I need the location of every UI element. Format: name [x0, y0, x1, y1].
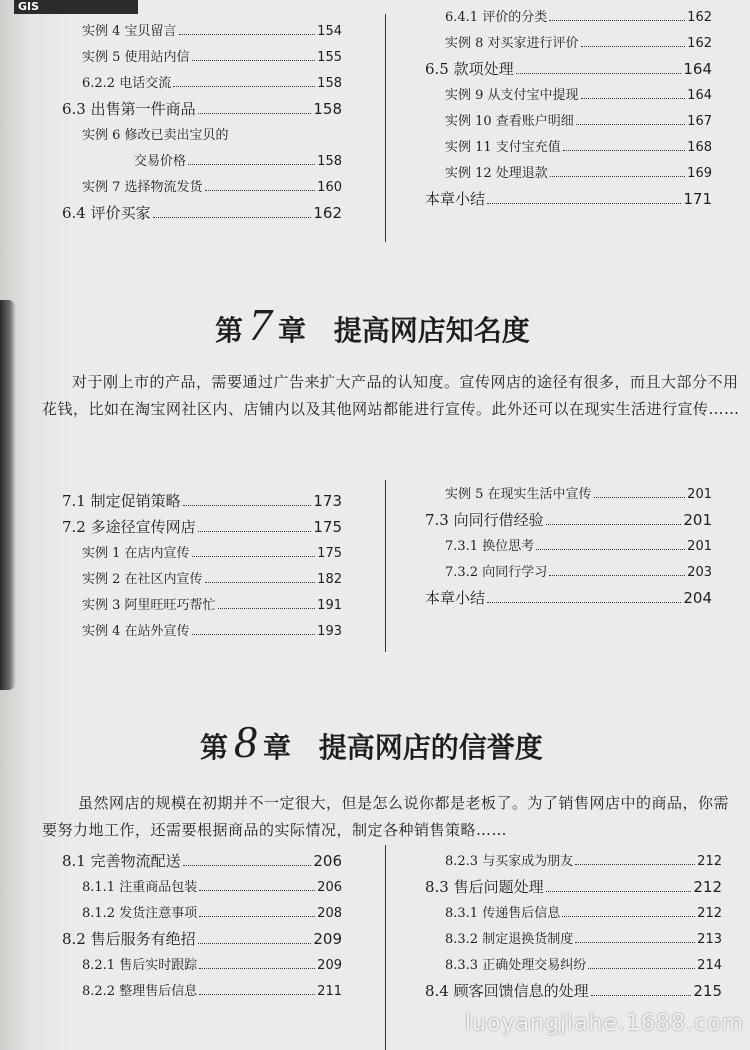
dot-leader	[591, 995, 692, 996]
toc-entry-page: 208	[317, 906, 342, 921]
toc-entry-title: 实例 6 修改已卖出宝贝的	[82, 128, 229, 143]
dot-leader	[563, 150, 685, 151]
dot-leader	[198, 531, 312, 532]
toc-entry	[62, 124, 342, 150]
toc-entry-title: 8.3 售后问题处理	[425, 878, 544, 896]
toc-entry-page: 201	[683, 511, 712, 529]
chapter-prefix: 第	[215, 314, 244, 347]
toc-entry-title: 8.3.1 传递售后信息	[445, 906, 561, 921]
publisher-logo: GIS	[14, 0, 138, 14]
toc-entry-title: 6.4 评价买家	[62, 204, 151, 222]
toc-entry-title: 7.3.1 换位思考	[445, 539, 535, 554]
toc-entry-title: 实例 2 在社区内宣传	[82, 572, 203, 587]
toc-entry-title: 6.4.1 评价的分类	[445, 10, 548, 25]
dot-leader	[575, 942, 695, 943]
toc-entry-title: 实例 1 在店内宣传	[82, 546, 190, 561]
toc-entry	[425, 535, 712, 561]
toc-entry	[425, 561, 712, 587]
dot-leader	[198, 943, 312, 944]
toc-entry-page: 175	[313, 518, 342, 536]
toc-entry-page: 193	[317, 624, 342, 639]
column-divider	[385, 14, 386, 242]
toc-entry-page: 173	[313, 492, 342, 510]
toc-entry-title: 8.2 售后服务有绝招	[62, 930, 196, 948]
toc-ch6-right	[425, 6, 712, 214]
toc-entry-page: 215	[693, 982, 722, 1000]
dot-leader	[581, 46, 686, 47]
toc-entry-title: 8.3.2 制定退换货制度	[445, 932, 574, 947]
toc-entry	[62, 490, 342, 516]
dot-leader	[198, 113, 312, 114]
toc-entry-page: 155	[317, 50, 342, 65]
toc-entry-page: 212	[693, 878, 722, 896]
toc-entry	[425, 58, 712, 84]
dot-leader	[205, 190, 316, 191]
dot-leader	[550, 176, 685, 177]
dot-leader	[199, 994, 315, 995]
toc-entry-title: 本章小结	[425, 190, 486, 208]
dot-leader	[179, 34, 316, 35]
toc-entry	[62, 928, 342, 954]
dot-leader	[188, 164, 315, 165]
chapter-7-intro: 对于刚上市的产品，需要通过广告来扩大产品的认知度。宣传网店的途径有很多，而且大部分不用花钱，比如在淘宝网社区内、店铺内以及其他网站都能进行宣传。此外还可以在现实生活进行宣传……	[42, 373, 740, 418]
chapter-title: 提高网店的信誉度	[318, 731, 543, 764]
toc-entry-title: 7.2 多途径宣传网店	[62, 518, 196, 536]
toc-entry-title: 实例 4 在站外宣传	[82, 624, 190, 639]
toc-entry-page: 212	[697, 854, 722, 869]
toc-entry-page: 158	[317, 154, 342, 169]
toc-entry	[62, 516, 342, 542]
toc-ch7-right	[425, 483, 712, 613]
toc-entry-page: 164	[683, 60, 712, 78]
toc-entry	[62, 150, 342, 176]
toc-entry-title: 实例 4 宝贝留言	[82, 24, 177, 39]
dot-leader	[192, 634, 316, 635]
toc-entry-title: 交易价格	[134, 154, 187, 169]
toc-entry-page: 209	[317, 958, 342, 973]
toc-entry-page: 213	[697, 932, 722, 947]
toc-entry	[425, 954, 722, 980]
toc-entry-page: 162	[687, 10, 712, 25]
dot-leader	[588, 968, 695, 969]
dot-leader	[205, 582, 316, 583]
toc-entry	[425, 110, 712, 136]
dot-leader	[153, 217, 312, 218]
toc-entry-title: 8.2.3 与买家成为朋友	[445, 854, 574, 869]
toc-entry-title: 实例 3 阿里旺旺巧帮忙	[82, 598, 216, 613]
toc-entry	[425, 902, 722, 928]
toc-entry-title: 8.1 完善物流配送	[62, 852, 181, 870]
toc-entry-page: 182	[317, 572, 342, 587]
column-divider	[385, 480, 386, 652]
toc-entry	[62, 98, 342, 124]
toc-entry	[425, 509, 712, 535]
toc-entry	[425, 483, 712, 509]
toc-ch7-left	[62, 490, 342, 646]
toc-entry-page: 168	[687, 140, 712, 155]
dot-leader	[546, 524, 682, 525]
toc-entry-title: 8.1.2 发货注意事项	[82, 906, 198, 921]
toc-entry-page: 203	[687, 565, 712, 580]
dot-leader	[199, 916, 315, 917]
toc-entry	[62, 46, 342, 72]
toc-entry	[425, 6, 712, 32]
dot-leader	[173, 86, 315, 87]
dot-leader	[218, 608, 316, 609]
chapter-8-intro: 虽然网店的规模在初期并不一定很大，但是怎么说你都是老板了。为了销售网店中的商品，你需要努力地工作，还需要根据商品的实际情况，制定各种销售策略……	[42, 794, 730, 839]
dot-leader	[183, 865, 312, 866]
toc-entry	[62, 542, 342, 568]
dot-leader	[199, 968, 315, 969]
toc-entry-page: 162	[687, 36, 712, 51]
toc-entry-page: 201	[687, 487, 712, 502]
toc-entry	[62, 902, 342, 928]
toc-entry	[62, 876, 342, 902]
dot-leader	[487, 203, 681, 204]
toc-entry-page: 167	[687, 114, 712, 129]
chapter-8-heading	[200, 715, 543, 768]
toc-entry-title: 7.1 制定促销策略	[62, 492, 181, 510]
toc-entry	[425, 876, 722, 902]
toc-entry-title: 8.4 顾客回馈信息的处理	[425, 982, 589, 1000]
toc-entry-page: 206	[317, 880, 342, 895]
toc-entry-title: 6.5 款项处理	[425, 60, 514, 78]
toc-entry-page: 154	[317, 24, 342, 39]
dot-leader	[536, 549, 685, 550]
chapter-suffix: 章	[263, 731, 292, 764]
chapter-number: 7	[249, 299, 273, 350]
toc-entry	[425, 850, 722, 876]
chapter-suffix: 章	[278, 314, 307, 347]
toc-entry-title: 实例 5 使用站内信	[82, 50, 190, 65]
toc-entry-title: 本章小结	[425, 589, 486, 607]
toc-entry-page: 171	[683, 190, 712, 208]
toc-entry-page: 212	[697, 906, 722, 921]
toc-entry	[425, 980, 722, 1006]
dot-leader	[192, 60, 316, 61]
toc-ch8-left	[62, 850, 342, 1006]
dot-leader	[183, 505, 312, 506]
toc-entry-page: 204	[683, 589, 712, 607]
dot-leader	[594, 497, 686, 498]
toc-entry-page: 211	[317, 984, 342, 999]
dot-leader	[549, 20, 685, 21]
toc-entry-title: 实例 11 支付宝充值	[445, 140, 561, 155]
toc-entry-page: 164	[687, 88, 712, 103]
toc-entry	[425, 84, 712, 110]
toc-entry	[62, 72, 342, 98]
toc-entry-page: 158	[313, 100, 342, 118]
toc-entry	[425, 32, 712, 58]
chapter-prefix: 第	[200, 731, 229, 764]
toc-entry-title: 8.3.3 正确处理交易纠纷	[445, 958, 587, 973]
toc-ch8-right	[425, 850, 722, 1006]
toc-entry-page: 214	[697, 958, 722, 973]
toc-entry-title: 7.3 向同行借经验	[425, 511, 544, 529]
toc-entry-title: 实例 9 从支付宝中提现	[445, 88, 579, 103]
toc-entry	[62, 20, 342, 46]
dot-leader	[581, 98, 686, 99]
toc-entry	[425, 136, 712, 162]
dot-leader	[192, 556, 316, 557]
toc-entry-title: 6.3 出售第一件商品	[62, 100, 196, 118]
dot-leader	[487, 602, 681, 603]
toc-entry-page: 162	[313, 204, 342, 222]
toc-entry-page: 206	[313, 852, 342, 870]
toc-entry	[425, 162, 712, 188]
toc-entry	[62, 980, 342, 1006]
chapter-title: 提高网店知名度	[333, 314, 530, 347]
toc-entry	[62, 850, 342, 876]
toc-entry	[62, 594, 342, 620]
column-divider	[385, 845, 386, 1050]
dot-leader	[576, 124, 685, 125]
chapter-number: 8	[234, 716, 258, 767]
toc-entry-page: 160	[317, 180, 342, 195]
toc-entry-title: 8.2.2 整理售后信息	[82, 984, 198, 999]
toc-entry	[62, 176, 342, 202]
toc-entry	[62, 568, 342, 594]
dot-leader	[199, 890, 315, 891]
toc-entry-title: 实例 12 处理退款	[445, 166, 548, 181]
book-spine	[0, 300, 16, 690]
toc-entry-title: 6.2.2 电话交流	[82, 76, 172, 91]
toc-entry-title: 实例 7 选择物流发货	[82, 180, 203, 195]
toc-entry-page: 191	[317, 598, 342, 613]
chapter-7-heading	[215, 298, 530, 351]
toc-entry	[425, 587, 712, 613]
dot-leader	[549, 575, 685, 576]
toc-entry-title: 7.3.2 向同行学习	[445, 565, 548, 580]
toc-entry-title: 实例 5 在现实生活中宣传	[445, 487, 592, 502]
toc-entry-title: 实例 8 对买家进行评价	[445, 36, 579, 51]
dot-leader	[562, 916, 695, 917]
toc-entry	[425, 188, 712, 214]
toc-entry-page: 201	[687, 539, 712, 554]
toc-entry-page: 175	[317, 546, 342, 561]
toc-ch6-left	[62, 20, 342, 228]
dot-leader	[575, 864, 695, 865]
toc-entry-page: 209	[313, 930, 342, 948]
toc-entry-title: 实例 10 查看账户明细	[445, 114, 574, 129]
toc-entry	[62, 954, 342, 980]
toc-entry-page: 169	[687, 166, 712, 181]
toc-entry	[62, 620, 342, 646]
toc-entry-title: 8.1.1 注重商品包装	[82, 880, 198, 895]
dot-leader	[546, 891, 692, 892]
toc-entry	[62, 202, 342, 228]
dot-leader	[516, 73, 682, 74]
toc-entry-page: 158	[317, 76, 342, 91]
toc-entry	[425, 928, 722, 954]
toc-entry-title: 8.2.1 售后实时跟踪	[82, 958, 198, 973]
watermark-text: luoyangjiahe.1688.com	[464, 1011, 744, 1036]
